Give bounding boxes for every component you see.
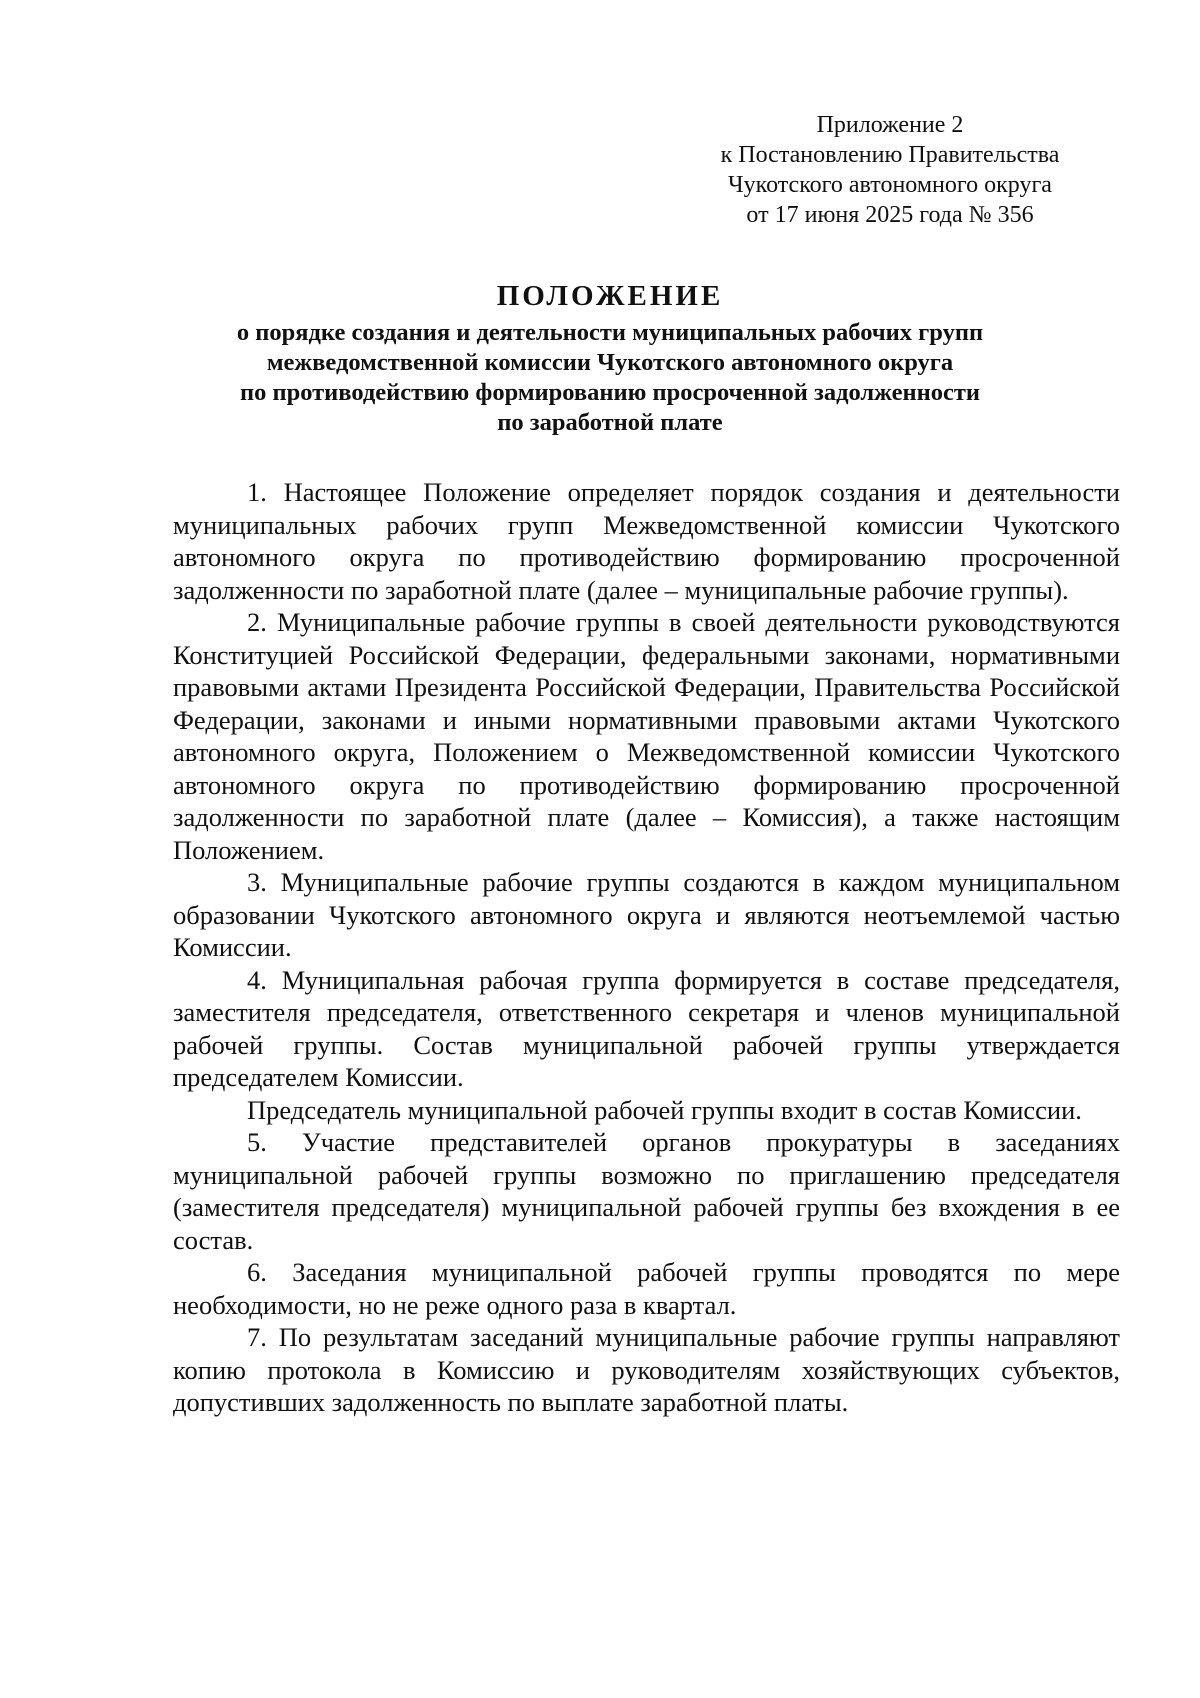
paragraph-2: 2. Муниципальные рабочие группы в своей деятельности руководствуются Конституцией Российской Федерации, федеральными законами, нормативными правовыми актами Президента Российской Федерации, Правительства Российской Федерации, законами и иными нормативными правовыми актами Чукотского автономного округа, Положением о Межведомственной комиссии Чукотского автономного округа по противодействию формированию просроченной задолженности по заработной плате (далее – Комиссия), а также настоящим Положением.: [173, 607, 1120, 865]
title-line-2: межведомственной комиссии Чукотского автономного округа: [266, 349, 954, 376]
paragraph-4-chairman: Председатель муниципальной рабочей группы входит в состав Комиссии.: [247, 1094, 1082, 1125]
paragraph-3: 3. Муниципальные рабочие группы создаются в каждом муниципальном образовании Чукотского автономного округа и являются неотъемлемой частью Комиссии.: [173, 867, 1120, 962]
paragraph-6: 6. Заседания муниципальной рабочей группы проводятся по мере необходимости, но не реже одного раза в квартал.: [173, 1257, 1120, 1320]
appendix-reference: к Постановлению Правительства: [720, 142, 1060, 168]
title-line-4: по заработной плате: [497, 409, 723, 436]
appendix-date: от 17 июня 2025 года № 356: [746, 202, 1034, 228]
paragraph-4: 4. Муниципальная рабочая группа формируется в составе председателя, заместителя председателя, ответственного секретаря и членов муниципальной рабочей группы. Состав муниципальной рабочей группы утверждается председателем Комиссии.: [173, 964, 1120, 1092]
appendix-number: Приложение 2: [816, 112, 964, 138]
document-body: [173, 476, 1120, 1419]
title-heading: ПОЛОЖЕНИЕ: [496, 280, 724, 312]
paragraph-7: 7. По результатам заседаний муниципальные рабочие группы направляют копию протокола в Комиссию и руководителям хозяйствующих субъектов, допустивших задолженность по выплате заработной платы.: [173, 1322, 1120, 1417]
title-line-1: о порядке создания и деятельности муниципальных рабочих групп: [236, 319, 984, 346]
document-title: [160, 278, 1060, 438]
paragraph-1: 1. Настоящее Положение определяет порядок создания и деятельности муниципальных рабочих групп Межведомственной комиссии Чукотского автономного округа по противодействию формированию просроченной задолженности по заработной плате (далее – муниципальные рабочие группы).: [173, 477, 1120, 605]
title-line-3: по противодействию формированию просроченной задолженности: [239, 379, 980, 406]
appendix-header: [700, 110, 1080, 230]
appendix-region: Чукотского автономного округа: [728, 172, 1052, 198]
paragraph-5: 5. Участие представителей органов прокуратуры в заседаниях муниципальной рабочей группы возможно по приглашению председателя (заместителя председателя) муниципальной рабочей группы без вхождения в ее состав.: [173, 1127, 1120, 1255]
